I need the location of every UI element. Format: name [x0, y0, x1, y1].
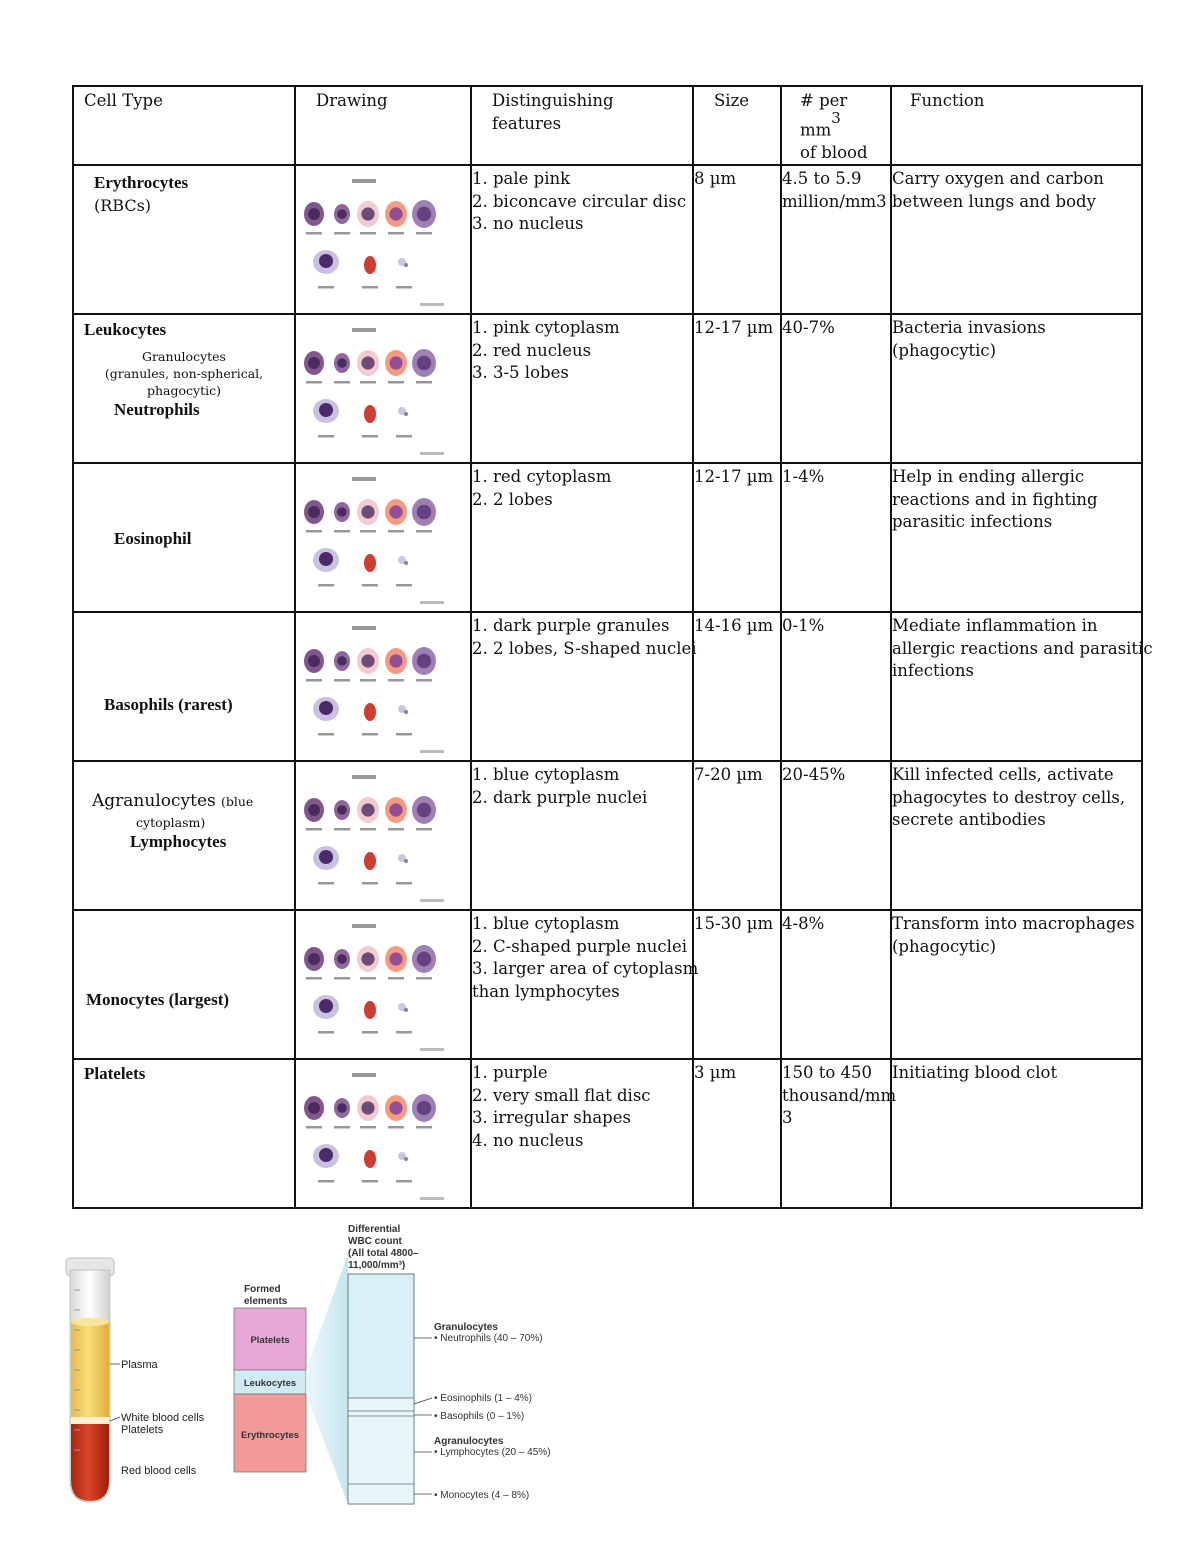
table-row	[73, 463, 1142, 612]
blood-cells-illustration	[304, 1073, 444, 1200]
count: 1-4%	[781, 463, 891, 612]
diff-title-1: Differential	[348, 1224, 401, 1235]
diff-agranulocytes: Agranulocytes	[434, 1436, 504, 1447]
table-row	[73, 612, 1142, 761]
tube-label-platelets: Platelets	[121, 1424, 164, 1436]
cell-type: Eosinophil	[73, 463, 295, 612]
tube-label-wbc: White blood cells	[121, 1412, 205, 1424]
features: 1. red cytoplasm 2. 2 lobes	[471, 463, 693, 612]
diff-lymphocytes: • Lymphocytes (20 – 45%)	[434, 1447, 551, 1458]
features: 1. blue cytoplasm 2. dark purple nuclei	[471, 761, 693, 910]
features: 1. pale pink 2. biconcave circular disc 3. no nucleus	[471, 165, 693, 314]
header-size: Size	[693, 86, 781, 165]
fan-connector	[306, 1254, 348, 1504]
diff-title-4: 11,000/mm³)	[348, 1260, 406, 1271]
function: Carry oxygen and carbon between lungs and body	[891, 165, 1142, 314]
diff-granulocytes: Granulocytes	[434, 1322, 498, 1333]
features: 1. purple 2. very small flat disc 3. irregular shapes 4. no nucleus	[471, 1059, 693, 1208]
header-count: # per $mm^3$ of blood	[781, 86, 891, 165]
count: 0-1%	[781, 612, 891, 761]
size: 15-30 µm	[693, 910, 781, 1059]
diff-basophils: • Basophils (0 – 1%)	[434, 1411, 525, 1422]
blood-cells-illustration	[304, 775, 444, 902]
size: 3 µm	[693, 1059, 781, 1208]
diff-eosinophils: • Eosinophils (1 – 4%)	[434, 1393, 532, 1404]
cell-type: Platelets	[73, 1059, 295, 1208]
function: Help in ending allergic reactions and in fighting parasitic infections	[891, 463, 1142, 612]
header-function: Function	[891, 86, 1142, 165]
formed-label-leukocytes: Leukocytes	[243, 1378, 297, 1389]
blood-cells-illustration	[304, 328, 444, 455]
cell-type: Monocytes (largest)	[73, 910, 295, 1059]
red-cell-layer	[71, 1424, 109, 1501]
size: 12-17 µm	[693, 314, 781, 463]
features: 1. dark purple granules 2. 2 lobes, S-shaped nuclei	[471, 612, 693, 761]
blood-cells-illustration	[304, 924, 444, 1051]
function: Transform into macrophages (phagocytic)	[891, 910, 1142, 1059]
diff-neutrophils: • Neutrophils (40 – 70%)	[434, 1333, 543, 1344]
features: 1. pink cytoplasm 2. red nucleus 3. 3-5 lobes	[471, 314, 693, 463]
table-header-row	[73, 86, 1142, 165]
cell-type: Leukocytes Granulocytes (granules, non-spherical, phagocytic) Neutrophils	[73, 314, 295, 463]
table-row	[73, 761, 1142, 910]
tube-label-plasma: Plasma	[121, 1359, 158, 1371]
blood-cell-table	[72, 85, 1153, 1209]
formed-elements-figure	[0, 1210, 700, 1540]
size: 8 µm	[693, 165, 781, 314]
header-drawing: Drawing	[295, 86, 471, 165]
diff-title-2: WBC count	[348, 1236, 402, 1247]
test-tube	[66, 1258, 114, 1502]
count: 20-45%	[781, 761, 891, 910]
function: Kill infected cells, activate phagocytes to destroy cells, secrete antibodies	[891, 761, 1142, 910]
size: 12-17 µm	[693, 463, 781, 612]
formed-label-platelets: Platelets	[250, 1335, 290, 1346]
features: 1. blue cytoplasm 2. C-shaped purple nuclei 3. larger area of cytoplasm than lymphocytes	[471, 910, 693, 1059]
cell-drawing	[295, 1059, 471, 1208]
count: 150 to 450 thousand/mm 3	[781, 1059, 891, 1208]
cell-type: Agranulocytes (blue cytoplasm) Lymphocytes	[73, 761, 295, 910]
cell-drawing	[295, 910, 471, 1059]
function: Initiating blood clot	[891, 1059, 1142, 1208]
function: Bacteria invasions (phagocytic)	[891, 314, 1142, 463]
cell-type: Erythrocytes (RBCs)	[73, 165, 295, 314]
formed-title: Formed	[244, 1284, 281, 1295]
cell-drawing	[295, 761, 471, 910]
count: 4.5 to 5.9 million/mm3	[781, 165, 891, 314]
blood-cells-illustration	[304, 477, 444, 604]
diff-monocytes: • Monocytes (4 – 8%)	[434, 1490, 530, 1501]
cell-type: Basophils (rarest)	[73, 612, 295, 761]
size: 7-20 µm	[693, 761, 781, 910]
count: 40-7%	[781, 314, 891, 463]
count: 4-8%	[781, 910, 891, 1059]
table-row	[73, 910, 1142, 1059]
size: 14-16 µm	[693, 612, 781, 761]
table-row	[73, 165, 1142, 314]
diff-title-3: (All total 4800–	[348, 1248, 419, 1259]
cell-drawing	[295, 165, 471, 314]
blood-cells-illustration	[304, 626, 444, 753]
header-features: Distinguishing features	[471, 86, 693, 165]
formed-label-erythrocytes: Erythrocytes	[240, 1430, 300, 1441]
formed-title-2: elements	[244, 1296, 288, 1307]
table-row	[73, 1059, 1142, 1208]
cell-drawing	[295, 463, 471, 612]
blood-cells-illustration	[304, 179, 444, 306]
table-row	[73, 314, 1142, 463]
buffy-coat	[71, 1417, 109, 1424]
function: Mediate inflammation in allergic reactions and parasitic infections	[891, 612, 1142, 761]
cell-drawing	[295, 612, 471, 761]
cell-drawing	[295, 314, 471, 463]
tube-label-rbc: Red blood cells	[121, 1465, 197, 1477]
header-cell-type: Cell Type	[73, 86, 295, 165]
